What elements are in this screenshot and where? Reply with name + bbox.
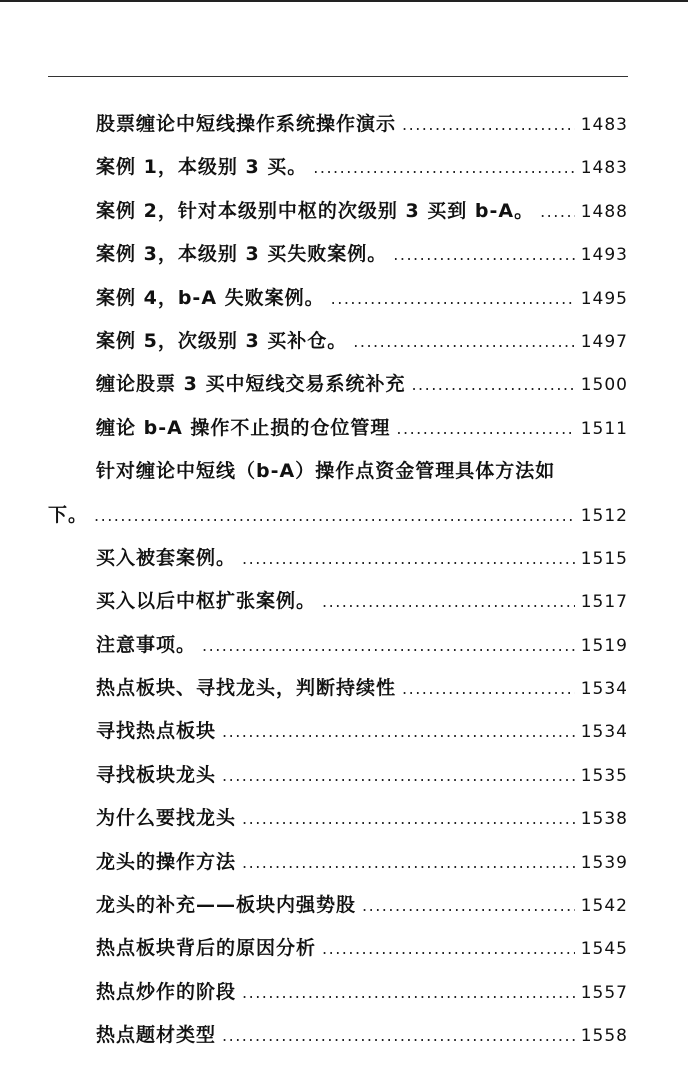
toc-entry-page: 1539 [580, 852, 628, 873]
toc-entry-title: 为什么要找龙头 [96, 807, 237, 830]
toc-entry[interactable] [48, 494, 628, 537]
header-rule [48, 76, 628, 77]
toc-entry-page: 1519 [580, 635, 628, 656]
toc-entry[interactable] [96, 754, 628, 797]
toc-entry[interactable] [96, 884, 628, 927]
toc-entry-title: 寻找热点板块 [96, 720, 217, 743]
toc-entry-page: 1512 [580, 505, 628, 526]
toc-entry-page: 1545 [580, 939, 628, 960]
toc-leader-dots [402, 667, 575, 710]
toc-entry-title: 龙头的补充——板块内强势股 [96, 894, 357, 917]
toc-entry[interactable] [96, 146, 628, 189]
toc-entry-title: 缠论 b-A 操作不止损的仓位管理 [96, 416, 391, 439]
toc-leader-dots [322, 580, 575, 623]
toc-entry-title: 缠论股票 3 买中短线交易系统补充 [96, 373, 406, 396]
toc-leader-dots [222, 754, 575, 797]
page-top-edge [0, 0, 688, 2]
toc-entry[interactable] [96, 710, 628, 753]
toc-entry-title: 热点板块、寻找龙头，判断持续性 [96, 677, 397, 700]
toc-leader-dots [393, 233, 574, 276]
toc-entry-page: 1500 [580, 375, 628, 396]
toc-entry[interactable] [96, 624, 628, 667]
toc-leader-dots [94, 494, 575, 537]
toc-entry[interactable] [96, 580, 628, 623]
toc-entry-title-line2: 下。 [48, 503, 89, 526]
toc-leader-dots [222, 1014, 575, 1057]
toc-entry-page: 1488 [580, 201, 628, 222]
toc-leader-dots [396, 407, 574, 450]
toc-entry-page: 1534 [580, 679, 628, 700]
toc-entry-title: 买入被套案例。 [96, 546, 237, 569]
toc-entry[interactable] [96, 797, 628, 840]
toc-entry[interactable] [96, 927, 628, 970]
toc-entry-title: 案例 5，次级别 3 买补仓。 [96, 329, 348, 352]
toc-entry-title: 买入以后中枢扩张案例。 [96, 590, 317, 613]
toc-leader-dots [353, 320, 574, 363]
toc-entry[interactable] [96, 407, 628, 450]
toc-entry-title: 热点板块背后的原因分析 [96, 937, 317, 960]
toc-leader-dots [313, 146, 574, 189]
table-of-contents [0, 103, 688, 1058]
toc-entry-title: 注意事项。 [96, 633, 197, 656]
toc-entry-page: 1517 [580, 592, 628, 613]
toc-entry-title: 案例 3，本级别 3 买失败案例。 [96, 243, 388, 266]
toc-entry-title-line1[interactable]: 针对缠论中短线（b-A）操作点资金管理具体方法如 [96, 460, 556, 483]
toc-leader-dots [402, 103, 575, 146]
toc-entry[interactable] [96, 537, 628, 580]
toc-leader-dots [242, 797, 575, 840]
toc-leader-dots [331, 277, 575, 320]
toc-leader-dots [222, 710, 575, 753]
toc-entry[interactable] [96, 233, 628, 276]
toc-entry[interactable] [96, 1014, 628, 1057]
toc-entry-page: 1542 [580, 896, 628, 917]
toc-entry-title: 案例 2，针对本级别中枢的次级别 3 买到 b-A。 [96, 199, 535, 222]
toc-entry-page: 1493 [580, 245, 628, 266]
toc-entry-page: 1495 [580, 288, 628, 309]
toc-entry-page: 1511 [580, 418, 628, 439]
toc-entry-page: 1557 [580, 982, 628, 1003]
toc-leader-dots [411, 363, 574, 406]
toc-entry[interactable] [96, 190, 628, 233]
toc-leader-dots [242, 971, 575, 1014]
toc-entry-title: 股票缠论中短线操作系统操作演示 [96, 113, 397, 135]
toc-entry-title: 案例 1，本级别 3 买。 [96, 156, 308, 179]
toc-leader-dots [362, 884, 575, 927]
toc-entry[interactable] [96, 277, 628, 320]
toc-leader-dots [540, 190, 575, 233]
toc-entry-page: 1535 [580, 765, 628, 786]
toc-entry-page: 1534 [580, 722, 628, 743]
toc-entry-title: 案例 4，b-A 失败案例。 [96, 286, 325, 309]
toc-leader-dots [242, 841, 575, 884]
toc-entry[interactable] [96, 971, 628, 1014]
toc-entry-title: 热点题材类型 [96, 1024, 217, 1047]
toc-entry-page: 1558 [580, 1026, 628, 1047]
toc-entry-title: 龙头的操作方法 [96, 850, 237, 873]
toc-entry[interactable] [96, 841, 628, 884]
toc-entry-title: 寻找板块龙头 [96, 763, 217, 786]
toc-leader-dots [202, 624, 575, 667]
toc-entry-page: 1483 [580, 158, 628, 179]
toc-entry-page: 1538 [580, 809, 628, 830]
toc-entry-page: 1483 [580, 115, 628, 135]
toc-leader-dots [242, 537, 575, 580]
toc-entry-title: 热点炒作的阶段 [96, 980, 237, 1003]
toc-entry[interactable] [96, 320, 628, 363]
toc-entry-page: 1515 [580, 548, 628, 569]
toc-entry[interactable] [96, 667, 628, 710]
toc-leader-dots [322, 927, 575, 970]
toc-entry-page: 1497 [580, 331, 628, 352]
toc-entry[interactable] [96, 103, 628, 146]
toc-entry[interactable] [96, 363, 628, 406]
